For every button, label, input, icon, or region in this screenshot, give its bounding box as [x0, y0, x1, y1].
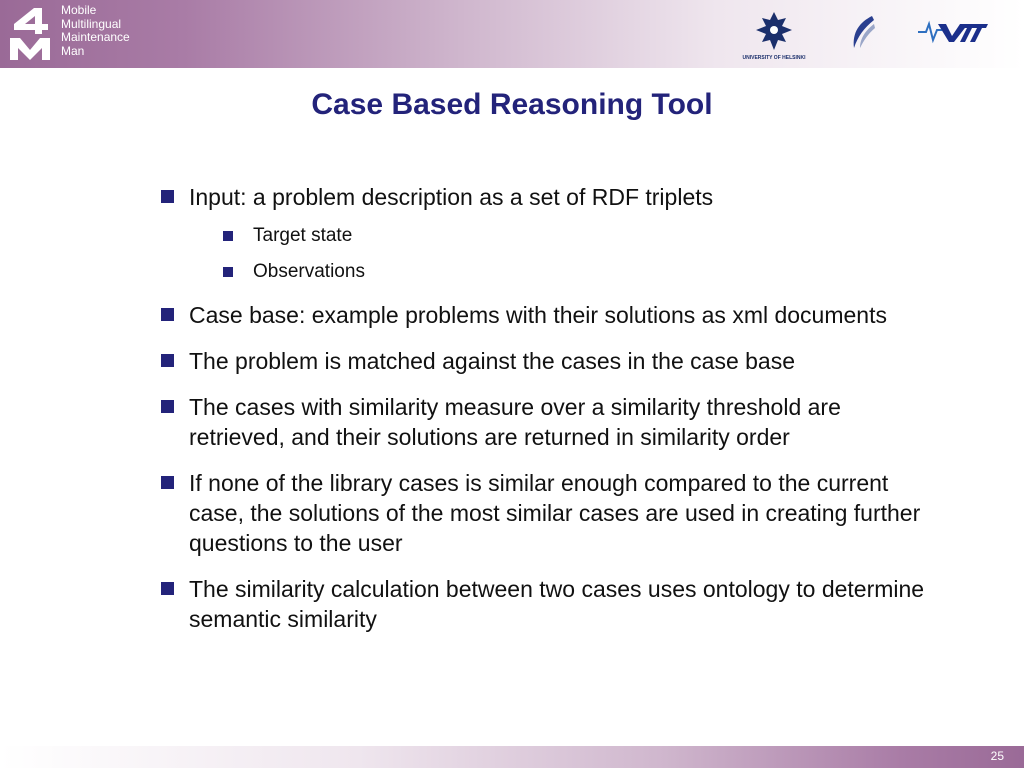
project-name-line: Multilingual — [61, 16, 122, 31]
partner-caption: UNIVERSITY OF HELSINKI — [742, 55, 806, 61]
bullet-item: Input: a problem description as a set of RDF triplets — [158, 182, 938, 212]
helsinki-emblem-icon — [740, 10, 808, 54]
sub-bullet-item: Target state — [158, 224, 938, 248]
bullet-item: The similarity calculation between two cases uses ontology to determine semantic similarity — [158, 574, 938, 634]
bullet-item: The problem is matched against the cases in the case base — [158, 346, 938, 376]
page-number: 25 — [990, 749, 1004, 763]
sub-bullet-item: Observations — [158, 260, 938, 284]
bullet-item: The cases with similarity measure over a similarity threshold are retrieved, and their solutions are returned in similarity order — [158, 392, 938, 452]
slide-title: Case Based Reasoning Tool — [311, 88, 713, 121]
project-name-line: Maintenance — [61, 30, 130, 44]
footer-band — [0, 746, 1024, 768]
project-name-line: Mobile — [61, 3, 97, 17]
university-of-helsinki-logo — [740, 10, 808, 62]
4m-logo-icon — [6, 6, 54, 62]
bullet-item: Case base: example problems with their solutions as xml documents — [158, 300, 938, 330]
bullet-item: If none of the library cases is similar enough compared to the current case, the solutions of the most similar cases are used in creating further questions to the user — [158, 468, 938, 558]
bullet-list — [158, 182, 938, 650]
vtt-logo-icon — [916, 16, 988, 46]
project-name — [61, 4, 130, 58]
swirl-logo-icon — [848, 14, 876, 50]
project-name-line: Man — [61, 43, 85, 58]
